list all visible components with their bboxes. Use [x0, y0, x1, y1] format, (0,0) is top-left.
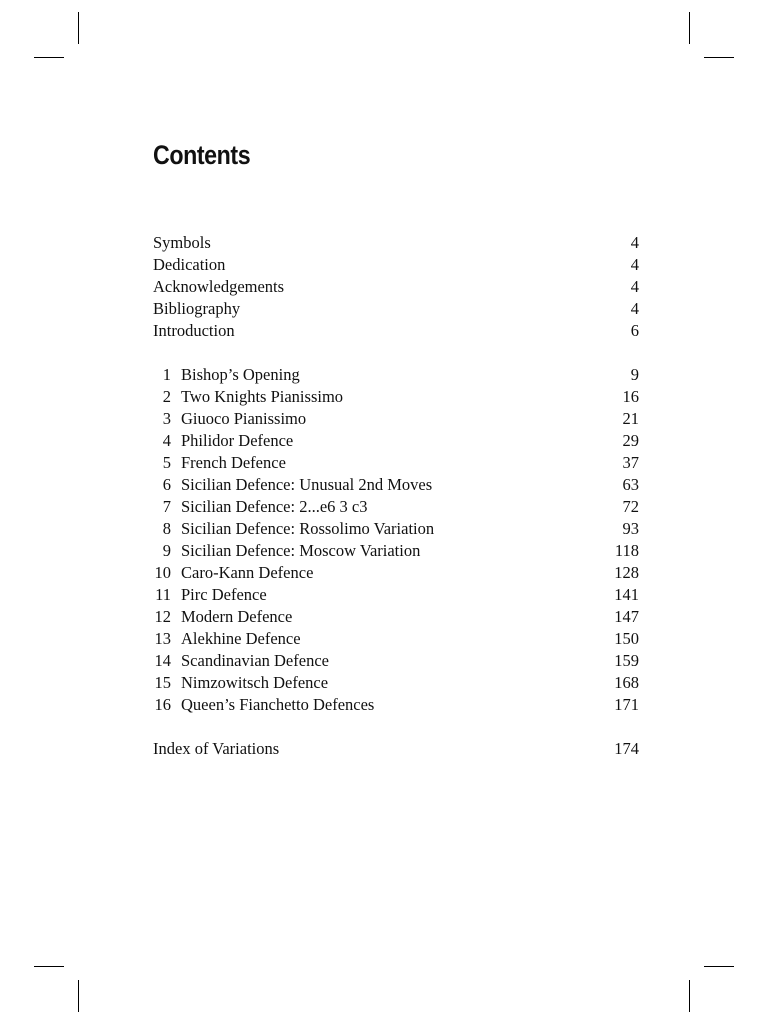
chapter-title: Philidor Defence	[181, 431, 294, 450]
toc-entry-symbols[interactable]	[153, 232, 639, 254]
toc-entry-label: Symbols	[153, 233, 211, 252]
chapter-page: 141	[614, 585, 639, 604]
chapter-number: 13	[154, 629, 171, 648]
back-matter-list	[153, 738, 639, 760]
chapter-page: 29	[622, 431, 639, 450]
chapter-title: Bishop’s Opening	[181, 365, 300, 384]
chapter-page: 9	[630, 365, 639, 384]
chapter-page: 147	[614, 607, 639, 626]
chapter-title: Sicilian Defence: Moscow Variation	[181, 541, 421, 560]
toc-chapter-9[interactable]	[153, 540, 639, 562]
chapter-title: Queen’s Fianchetto Defences	[181, 695, 375, 714]
chapter-number: 6	[162, 475, 171, 494]
toc-chapter-7[interactable]	[153, 496, 639, 518]
toc-entry-label: Introduction	[153, 321, 235, 340]
chapter-page: 21	[622, 409, 639, 428]
chapter-title: Caro-Kann Defence	[181, 563, 314, 582]
toc-chapter-12[interactable]	[153, 606, 639, 628]
chapter-number: 16	[154, 695, 171, 714]
chapter-page: 128	[614, 563, 639, 582]
toc-entry-index-of-variations[interactable]	[153, 738, 639, 760]
chapter-title: Alekhine Defence	[181, 629, 301, 648]
crop-mark-bottom-left-horizontal	[34, 966, 64, 967]
toc-entry-label: Bibliography	[153, 299, 241, 318]
toc-entry-introduction[interactable]	[153, 320, 639, 342]
crop-mark-bottom-right-horizontal	[704, 966, 734, 967]
chapter-title: Modern Defence	[181, 607, 293, 626]
crop-mark-bottom-right-vertical	[689, 980, 690, 1012]
chapter-title: Sicilian Defence: Unusual 2nd Moves	[181, 475, 433, 494]
chapter-title: Scandinavian Defence	[181, 651, 329, 670]
chapter-number: 14	[154, 651, 171, 670]
toc-chapter-1[interactable]	[153, 364, 639, 386]
chapter-title: Two Knights Pianissimo	[181, 387, 344, 406]
page-title: Contents	[153, 140, 251, 170]
chapter-page: 93	[622, 519, 639, 538]
toc-chapter-16[interactable]	[153, 694, 639, 716]
chapter-number: 12	[154, 607, 171, 626]
toc-entry-page: 4	[630, 233, 639, 252]
toc-chapter-11[interactable]	[153, 584, 639, 606]
chapter-number: 5	[162, 453, 171, 472]
chapter-number: 9	[162, 541, 171, 560]
toc-chapter-13[interactable]	[153, 628, 639, 650]
chapter-page: 171	[614, 695, 639, 714]
chapter-page: 159	[614, 651, 639, 670]
toc-entry-page: 4	[630, 277, 639, 296]
toc-chapter-6[interactable]	[153, 474, 639, 496]
chapter-page: 37	[622, 453, 639, 472]
chapter-number: 8	[162, 519, 171, 538]
toc-entry-label: Index of Variations	[153, 739, 280, 758]
front-matter-list	[153, 232, 639, 342]
crop-mark-top-right-vertical	[689, 12, 690, 44]
chapter-page: 63	[622, 475, 639, 494]
chapter-number: 2	[162, 387, 171, 406]
chapter-number: 11	[155, 585, 171, 604]
chapter-number: 7	[162, 497, 171, 516]
chapter-title: Pirc Defence	[181, 585, 267, 604]
toc-chapter-14[interactable]	[153, 650, 639, 672]
crop-mark-top-left-vertical	[78, 12, 79, 44]
chapter-title: Nimzowitsch Defence	[181, 673, 329, 692]
chapter-number: 4	[162, 431, 171, 450]
toc-entry-label: Dedication	[153, 255, 226, 274]
toc-entry-acknowledgements[interactable]	[153, 276, 639, 298]
chapter-page: 118	[614, 541, 639, 560]
toc-entry-page: 4	[630, 299, 639, 318]
chapter-title: Sicilian Defence: 2...e6 3 c3	[181, 497, 368, 516]
chapter-title: Giuoco Pianissimo	[181, 409, 307, 428]
toc-entry-label: Acknowledgements	[153, 277, 285, 296]
toc-chapter-5[interactable]	[153, 452, 639, 474]
toc-entry-dedication[interactable]	[153, 254, 639, 276]
crop-mark-top-right-horizontal	[704, 57, 734, 58]
crop-mark-bottom-left-vertical	[78, 980, 79, 1012]
chapter-number: 15	[154, 673, 171, 692]
chapter-number: 1	[162, 365, 171, 384]
toc-entry-page: 6	[630, 321, 639, 340]
chapter-number: 10	[154, 563, 171, 582]
chapter-page: 150	[614, 629, 639, 648]
toc-chapter-8[interactable]	[153, 518, 639, 540]
chapter-number: 3	[162, 409, 171, 428]
chapter-page: 72	[622, 497, 639, 516]
chapter-list	[153, 364, 639, 716]
toc-entry-page: 4	[630, 255, 639, 274]
toc-chapter-15[interactable]	[153, 672, 639, 694]
toc-chapter-10[interactable]	[153, 562, 639, 584]
toc-chapter-4[interactable]	[153, 430, 639, 452]
crop-mark-top-left-horizontal	[34, 57, 64, 58]
toc-entry-page: 174	[614, 739, 639, 758]
chapter-title: French Defence	[181, 453, 286, 472]
chapter-page: 168	[614, 673, 639, 692]
chapter-title: Sicilian Defence: Rossolimo Variation	[181, 519, 435, 538]
toc-chapter-3[interactable]	[153, 408, 639, 430]
toc-chapter-2[interactable]	[153, 386, 639, 408]
toc-entry-bibliography[interactable]	[153, 298, 639, 320]
chapter-page: 16	[622, 387, 639, 406]
